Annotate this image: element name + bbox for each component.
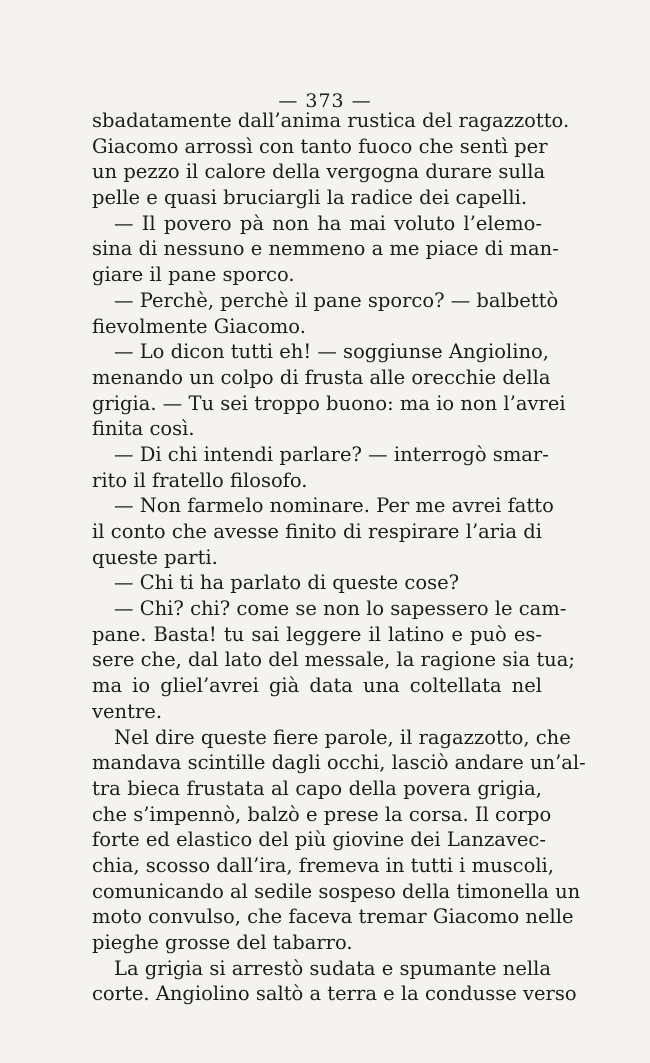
page-number: — 373 — [278, 90, 372, 112]
text-line: comunicando al sedile sospeso della timonella un [92, 879, 581, 903]
text-line: — Chi ti ha parlato di queste cose? [114, 571, 460, 595]
text-line: tra bieca frustata al capo della povera grigia, [92, 776, 542, 800]
text-line: pane. Basta! tu sai leggere il latino e può es- [92, 622, 542, 646]
text-line: moto convulso, che faceva tremar Giacomo nelle [92, 905, 574, 929]
text-line: Nel dire queste fiere parole, il ragazzotto, che [114, 725, 571, 749]
text-line: pieghe grosse del tabarro. [92, 931, 353, 954]
text-line: che s’impennò, balzò e prese la corsa. Il corpo [92, 802, 552, 826]
text-line: — Chi? chi? come se non lo sapessero le cam- [114, 597, 567, 621]
text-line: mandava scintille dagli occhi, lasciò andare un’al- [92, 751, 586, 775]
text-line: La grigia si arrestò sudata e spumante nella [114, 956, 551, 980]
text-line: queste parti. [92, 545, 218, 569]
text-line: ventre. [92, 699, 163, 723]
text-line: menando un colpo di frusta alle orecchie della [92, 365, 551, 389]
text-line: Giacomo arrossì con tanto fuoco che sentì per [92, 134, 548, 158]
text-line: finita così. [92, 417, 195, 441]
text-line: pelle e quasi bruciargli la radice dei capelli. [92, 186, 528, 210]
text-line: chia, scosso dall’ira, fremeva in tutti i muscoli, [92, 853, 554, 877]
text-line: grigia. — Tu sei troppo buono: ma io non l’avrei [92, 391, 566, 415]
text-line: giare il pane sporco. [92, 263, 295, 287]
text-line: — Perchè, perchè il pane sporco? — balbettò [114, 288, 559, 312]
text-line: forte ed elastico del più giovine dei Lanzavec- [92, 828, 546, 852]
text-line: — Non farmelo nominare. Per me avrei fatto [114, 494, 554, 518]
text-line: ma io gliel’avrei già data una coltellata nel [92, 674, 542, 698]
text-line: — Lo dicon tutti eh! — soggiunse Angiolino, [114, 340, 549, 364]
text-line: — Il povero pà non ha mai voluto l’elemo- [114, 211, 542, 235]
body-text [92, 108, 586, 1007]
text-line: fievolmente Giacomo. [92, 314, 306, 338]
text-line: un pezzo il calore della vergogna durare sulla [92, 160, 546, 184]
text-line: il conto che avesse finito di respirare l’aria di [92, 520, 542, 543]
text-line: — Di chi intendi parlare? — interrogò smar- [114, 442, 549, 466]
text-line: sbadatamente dall’anima rustica del ragazzotto. [92, 109, 570, 132]
text-line: corte. Angiolino saltò a terra e la condusse verso [92, 982, 577, 1006]
text-line: sere che, dal lato del messale, la ragione sia tua; [92, 648, 575, 672]
text-line: rito il fratello filosofo. [92, 468, 308, 492]
text-line: sina di nessuno e nemmeno a me piace di man- [92, 237, 559, 261]
